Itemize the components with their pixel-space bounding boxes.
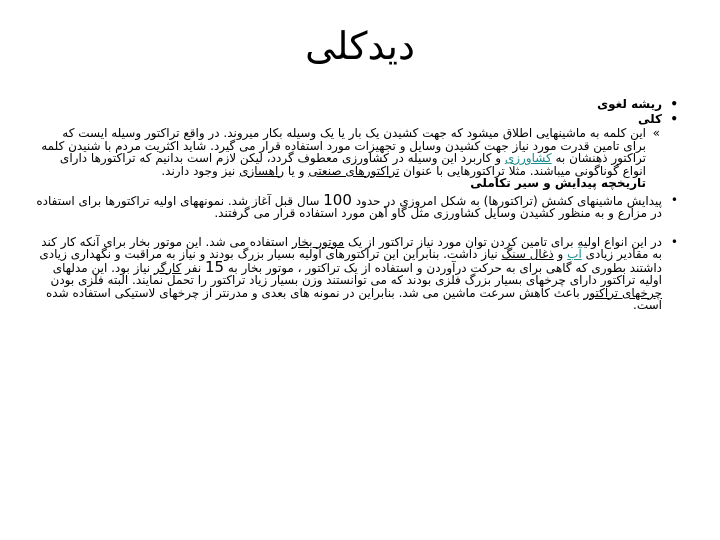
steam-engine-link[interactable]: موتور بخار bbox=[291, 234, 345, 249]
para2-text-7: باعث كاهش سرعت ماشين می شد. بنابراين در نمونه های بعدی و مدرنتر از چرخهای لاستيكی استفاده شده است. bbox=[45, 285, 662, 312]
worker-link[interactable]: كارگر bbox=[153, 260, 182, 275]
water-link[interactable]: آب bbox=[567, 247, 582, 261]
road-building-link[interactable]: راهسازی bbox=[239, 163, 285, 178]
para1-text-1: پيدايش ماشينهای كشش (تراكتورها) به شكل امروزی در حدود bbox=[351, 193, 662, 208]
para1-text-2: سال قبل آغاز شد. نمونههای اوليه تراكتورها برای استفاده در مزارع و به منظور كشيدن وسايل كشاورزی مثل گاو آهن مورد استفاده قرار می گرفتند. bbox=[36, 193, 662, 220]
slide-body bbox=[36, 98, 684, 312]
para1-number: 100 bbox=[323, 190, 352, 209]
coal-link[interactable]: ذغال سنگ bbox=[501, 247, 554, 261]
history-paragraph-2 bbox=[36, 236, 684, 312]
slide-title: دیدکلی bbox=[305, 24, 415, 68]
industrial-tractors-link[interactable]: تراكتورهای صنعتی bbox=[308, 163, 400, 178]
para2-text-3: و bbox=[553, 247, 568, 261]
para2-text-5: نفر bbox=[181, 260, 206, 275]
para2-number: 15 bbox=[205, 257, 225, 276]
para2-text-1: در اين انواع اوليه برای تامين كردن توان مورد نياز تراكتور از يک bbox=[344, 234, 662, 249]
definition-text-2: و كاربرد اين وسيله در كشاورزی معطوف گردد، ليكن لازم است بدانيم كه تراكتورها دارای انواع گوناگونی میباشند. مثلا تراكتورهايی با عنوان bbox=[59, 151, 646, 178]
definition-text-3: و يا bbox=[284, 163, 309, 178]
agriculture-link[interactable]: کشاورزی bbox=[504, 151, 552, 165]
definition-text-1: اين كلمه به ماشينهايی اطلاق میشود كه جهت كشيدن يک بار يا يک وسيله بكار میروند. در واقع تراكتور وسيله ايست كه برای تامين قدرت مورد نياز جهت كشيدن وسايل و تجهيزات مورد استفاده قرار می گيرد. شايد اكثريت مردم با شنيدن كلمه تراكتور ذهنشان به bbox=[41, 126, 646, 165]
history-heading: تاريخچه پيدايش و سير تكاملی bbox=[470, 176, 646, 190]
bullet-general: • كلی bbox=[36, 113, 684, 126]
para2-text-2: استفاده می شد. اين موتور بخار برای آنكه كار كند به مقادير زيادی bbox=[41, 234, 662, 261]
para2-text-4: نياز داشت. بنابراين اين تراكتورهای اوليه بسيار بزرگ بودند و نياز به مراقبت و نگهداری زيادی داشتند بطوری كه گاهی برای به حركت درآوردن و استفاده از يک تراكتور ، موتور بخار به bbox=[39, 247, 662, 275]
para2-text-6: نياز بود. اين مدلهای اوليه تراكتور دارای چرخهای بسيار بزرگ فلزی بودند كه می توانستند وزن بسيار زياد تراكتور را تحمل نمايند. البته فلزی بودن bbox=[50, 260, 662, 287]
tractor-wheels-link[interactable]: چرخهای تراكتور bbox=[583, 285, 662, 300]
definition-text-4: نيز وجود دارند. bbox=[161, 163, 240, 178]
history-paragraph-1 bbox=[36, 190, 684, 220]
bullet-etymology: • ريشه لغوی bbox=[36, 98, 684, 111]
definition-paragraph bbox=[36, 127, 684, 177]
